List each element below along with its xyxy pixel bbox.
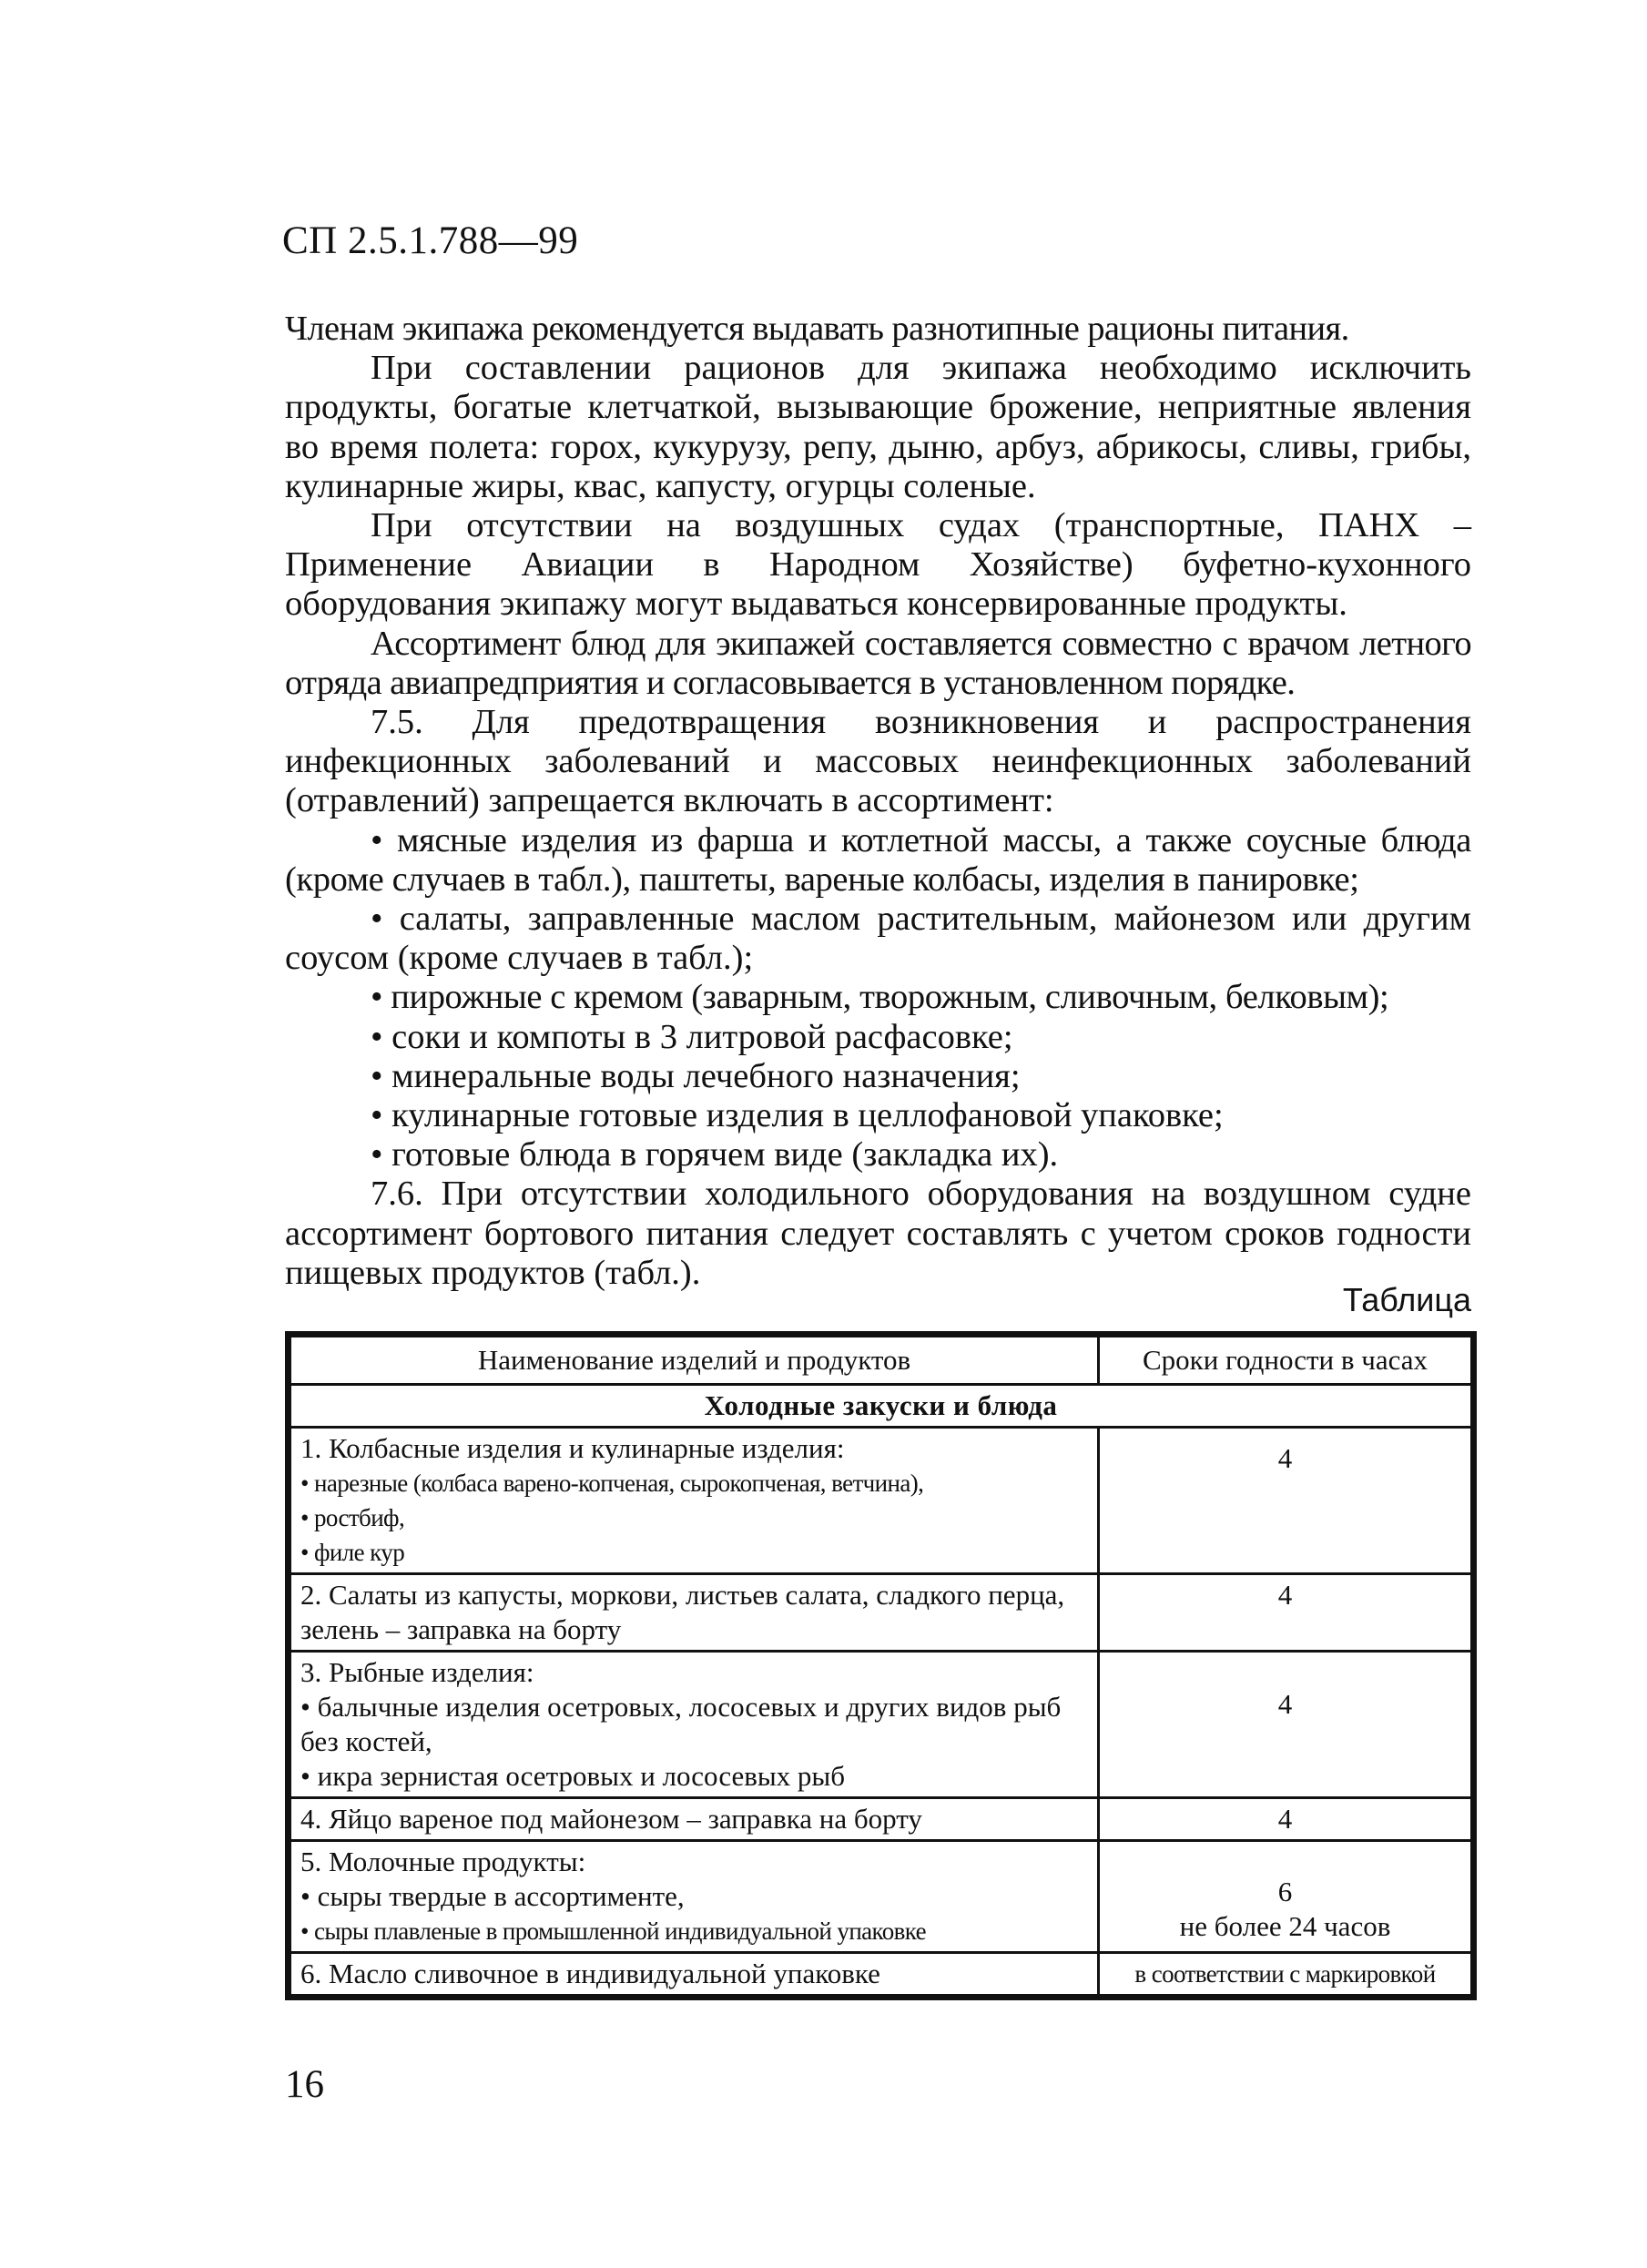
product-cell xyxy=(290,1841,1099,1953)
row-line: 3. Рыбные изделия: xyxy=(300,1656,534,1688)
shelf-life-note: не более 24 часов xyxy=(1179,1909,1391,1942)
row-line: 5. Молочные продукты: xyxy=(300,1846,586,1877)
row-line: 6. Масло сливочное в индивидуальной упаковке xyxy=(300,1958,880,1989)
table-caption: Таблица xyxy=(1342,1281,1471,1318)
row-line: 4. Яйцо вареное под майонезом – заправка на борту xyxy=(300,1803,922,1835)
shelf-life-cell: 4 xyxy=(1099,1428,1472,1574)
table-row xyxy=(290,1798,1472,1841)
paragraph: При отсутствии на воздушных судах (транспортные, ПАНХ – Применение Авиации в Народном Хозяйстве) буфетно-кухонного оборудования экипажу могут выдаваться консервированные продукты. xyxy=(285,506,1471,624)
shelf-life-cell xyxy=(1099,1841,1472,1953)
body-text xyxy=(285,310,1471,1293)
row-line: 1. Колбасные изделия и кулинарные изделия: xyxy=(300,1432,845,1464)
table-section-row xyxy=(290,1385,1472,1428)
list-item: • мясные изделия из фарша и котлетной массы, а также соусные блюда (кроме случаев в табл.), паштеты, вареные колбасы, изделия в панировке; xyxy=(285,820,1471,899)
row-line: 2. Салаты из капусты, моркови, листьев салата, сладкого перца, зелень – заправка на борту xyxy=(300,1579,1065,1645)
list-item: • соки и компоты в 3 литровой расфасовке; xyxy=(371,1017,1013,1056)
table-row xyxy=(290,1841,1472,1953)
product-cell xyxy=(290,1652,1099,1798)
paragraph: При составлении рационов для экипажа необходимо исключить продукты, богатые клетчаткой, вызывающие брожение, неприятные явления во время полета: горох, кукурузу, репу, дыню, арбуз, абрикосы, сливы, грибы, кулинарные жиры, квас, капусту, огурцы соленые. xyxy=(285,349,1471,505)
row-line: • филе кур xyxy=(300,1539,405,1566)
product-cell xyxy=(290,1953,1099,1996)
product-cell xyxy=(290,1798,1099,1841)
shelf-life-cell: в соответствии с маркировкой xyxy=(1099,1953,1472,1996)
table-row xyxy=(290,1953,1472,1996)
paragraph: Членам экипажа рекомендуется выдавать разнотипные рационы питания. xyxy=(285,310,1349,348)
table-row xyxy=(290,1574,1472,1652)
table-header-row xyxy=(290,1337,1472,1385)
row-line: • сыры твердые в ассортименте, xyxy=(300,1880,685,1912)
table-row xyxy=(290,1652,1472,1798)
shelf-life-cell: 4 xyxy=(1099,1798,1472,1841)
list-item: • минеральные воды лечебного назначения; xyxy=(371,1056,1021,1095)
section-title: Холодные закуски и блюда xyxy=(290,1385,1472,1428)
document-code: СП 2.5.1.788—99 xyxy=(282,219,579,262)
product-cell xyxy=(290,1574,1099,1652)
shelf-life-cell: 4 xyxy=(1099,1574,1472,1652)
row-line: • сыры плавленые в промышленной индивидуальной упаковке xyxy=(300,1917,926,1945)
row-line: • ростбиф, xyxy=(300,1504,405,1531)
paragraph: 7.5. Для предотвращения возникновения и распространения инфекционных заболеваний и массовых неинфекционных заболеваний (отравлений) запрещается включать в ассортимент: xyxy=(285,703,1471,820)
column-header: Наименование изделий и продуктов xyxy=(290,1337,1099,1385)
paragraph: 7.6. При отсутствии холодильного оборудования на воздушном судне ассортимент бортового питания следует составлять с учетом сроков годности пищевых продуктов (табл.). xyxy=(285,1175,1471,1292)
shelf-life-value: 6 xyxy=(1277,1875,1293,1907)
paragraph: Ассортимент блюд для экипажей составляется совместно с врачом летного отряда авиапредприятия и согласовывается в установленном порядке. xyxy=(285,624,1471,702)
row-line: • балычные изделия осетровых, лососевых и других видов рыб без костей, xyxy=(300,1691,1062,1757)
list-item: • салаты, заправленные маслом растительным, майонезом или другим соусом (кроме случаев в табл.); xyxy=(285,900,1471,978)
shelf-life-table xyxy=(285,1331,1477,2000)
list-item: • пирожные с кремом (заварным, творожным, сливочным, белковым); xyxy=(371,978,1389,1017)
table-row xyxy=(290,1428,1472,1574)
page-number: 16 xyxy=(285,2063,324,2106)
list-item: • готовые блюда в горячем виде (закладка их). xyxy=(371,1135,1059,1175)
shelf-life-cell: 4 xyxy=(1099,1652,1472,1798)
list-item: • кулинарные готовые изделия в целлофановой упаковке; xyxy=(371,1096,1224,1135)
row-line: • икра зернистая осетровых и лососевых рыб xyxy=(300,1760,846,1792)
product-cell xyxy=(290,1428,1099,1574)
column-header: Сроки годности в часах xyxy=(1099,1337,1472,1385)
row-line: • нарезные (колбаса варено-копченая, сырокопченая, ветчина), xyxy=(300,1470,924,1497)
